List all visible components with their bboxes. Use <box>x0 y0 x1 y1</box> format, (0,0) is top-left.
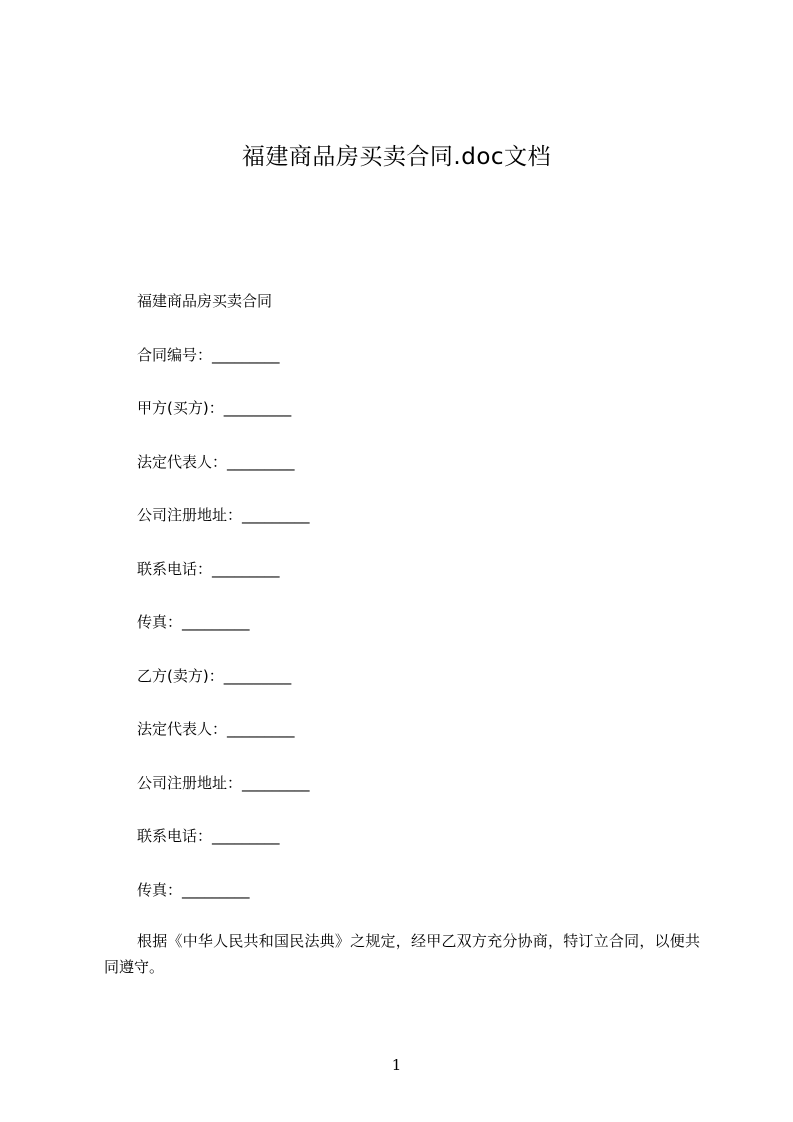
party-b-fax-field: 传真：_________ <box>137 880 250 899</box>
document-title: 福建商品房买卖合同.doc文档 <box>241 144 552 170</box>
party-a-phone-field: 联系电话：_________ <box>137 559 280 578</box>
page-number: 1 <box>391 1056 402 1074</box>
party-b-legal-representative-field: 法定代表人：_________ <box>137 720 295 738</box>
contract-heading: 福建商品房买卖合同 <box>137 292 273 310</box>
party-a-legal-representative-field: 法定代表人：_________ <box>137 452 295 471</box>
party-b-registered-address-field: 公司注册地址：_________ <box>137 773 310 792</box>
party-b-seller-field: 乙方(卖方)：_________ <box>137 666 292 685</box>
party-a-fax-field: 传真：_________ <box>137 613 250 631</box>
contract-number-field: 合同编号：_________ <box>137 345 280 364</box>
contract-header-fields <box>137 287 697 929</box>
party-a-buyer-field: 甲方(买方)：_________ <box>137 399 292 417</box>
party-b-phone-field: 联系电话：_________ <box>137 827 280 845</box>
contract-preamble-paragraph: 根据《中华人民共和国民法典》之规定，经甲乙双方充分协商，特订立合同，以便共同遵守。 <box>104 932 700 976</box>
party-a-registered-address-field: 公司注册地址：_________ <box>137 506 310 524</box>
